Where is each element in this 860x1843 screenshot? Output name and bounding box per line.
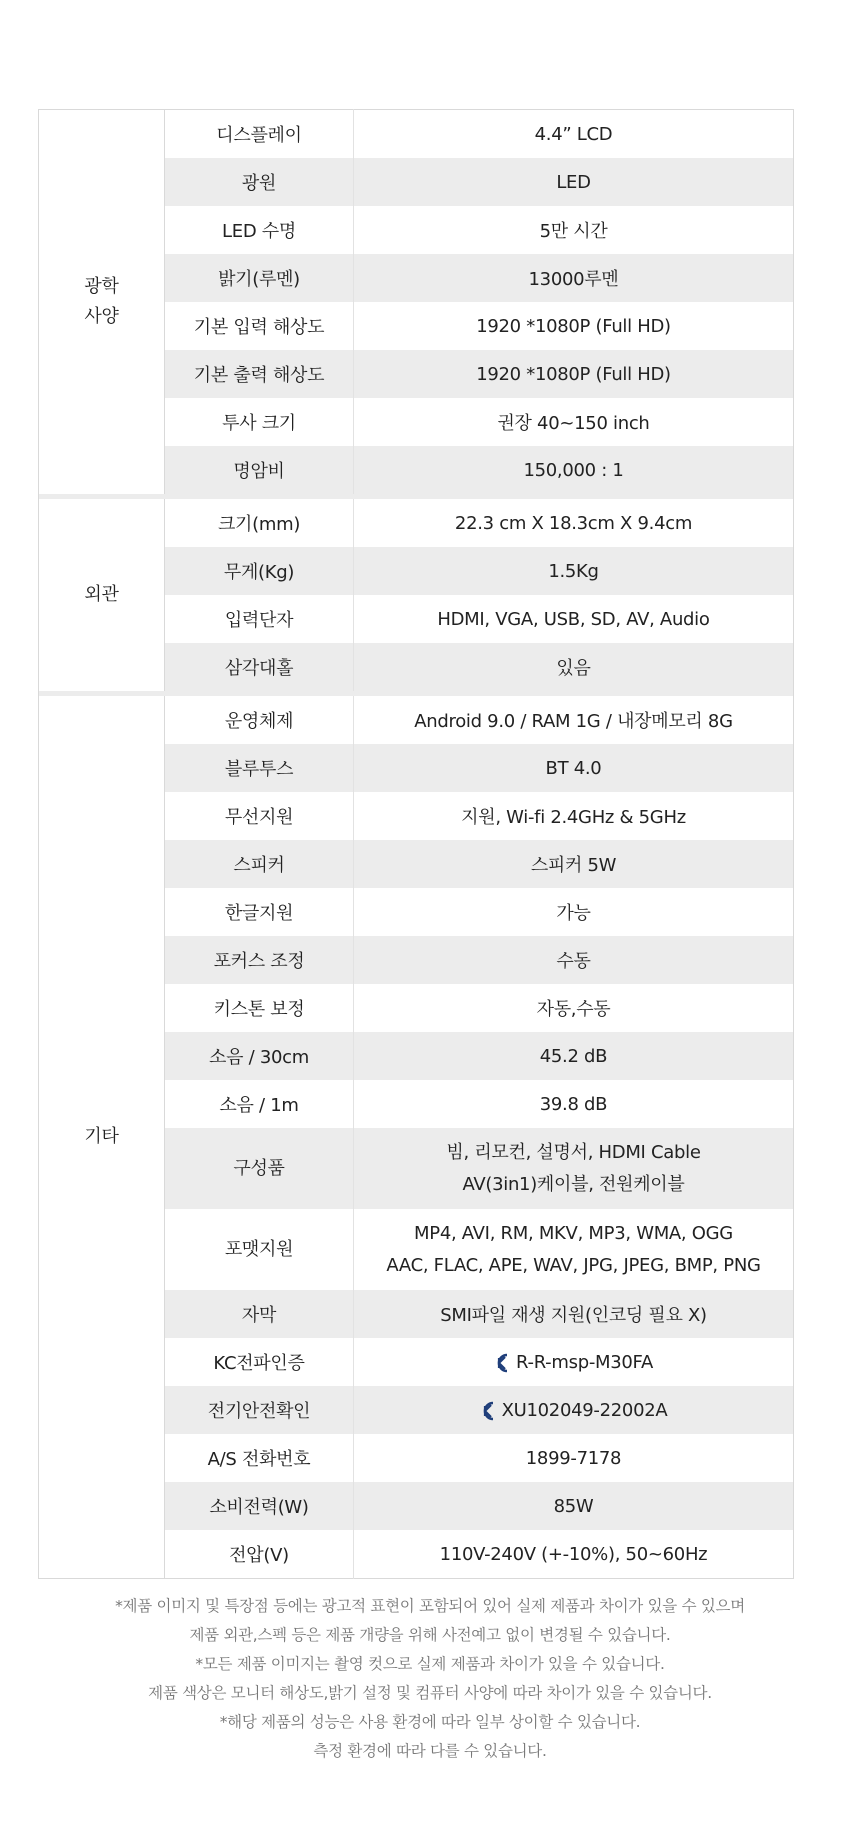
spec-label: 전압(V) bbox=[165, 1530, 354, 1579]
spec-value: SMI파일 재생 지원(인코딩 필요 X) bbox=[440, 1305, 707, 1326]
spec-label: 무선지원 bbox=[165, 792, 354, 840]
spec-value: 39.8 dB bbox=[539, 1093, 608, 1115]
spec-value: 5만 시간 bbox=[539, 221, 608, 242]
spec-value-cell bbox=[354, 1530, 794, 1579]
kc-mark-icon bbox=[480, 1401, 496, 1421]
spec-value: 있음 bbox=[556, 658, 591, 679]
spec-value: XU102049-22002A bbox=[501, 1399, 668, 1421]
spec-label: 명암비 bbox=[165, 446, 354, 494]
spec-value: LED bbox=[556, 171, 591, 193]
spec-value-cell bbox=[354, 1338, 794, 1386]
spec-value-line2: AV(3in1)케이블, 전원케이블 bbox=[462, 1173, 685, 1195]
spec-value-cell bbox=[354, 1032, 794, 1080]
spec-label: LED 수명 bbox=[165, 206, 354, 254]
spec-value: HDMI, VGA, USB, SD, AV, Audio bbox=[437, 608, 710, 630]
spec-value-cell bbox=[354, 1290, 794, 1338]
spec-value-cell bbox=[354, 840, 794, 888]
spec-row bbox=[39, 499, 794, 547]
spec-value-cell bbox=[354, 158, 794, 206]
spec-label: 스피커 bbox=[165, 840, 354, 888]
disclaimer-line: 측정 환경에 따라 다를 수 있습니다. bbox=[313, 1742, 547, 1760]
spec-value-cell bbox=[354, 1434, 794, 1482]
spec-value-line2: AAC, FLAC, APE, WAV, JPG, JPEG, BMP, PNG bbox=[386, 1254, 761, 1276]
spec-value: BT 4.0 bbox=[545, 757, 602, 779]
spec-label: 한글지원 bbox=[165, 888, 354, 936]
spec-row bbox=[39, 696, 794, 744]
spec-value-cell bbox=[354, 446, 794, 494]
spec-value-cell bbox=[354, 744, 794, 792]
spec-value-cell bbox=[354, 1386, 794, 1434]
spec-label: 포맷지원 bbox=[165, 1209, 354, 1290]
spec-label: 운영체제 bbox=[165, 696, 354, 744]
spec-label: 전기안전확인 bbox=[165, 1386, 354, 1434]
disclaimer-line: *모든 제품 이미지는 촬영 컷으로 실제 제품과 차이가 있을 수 있습니다. bbox=[195, 1655, 665, 1673]
spec-label: 광원 bbox=[165, 158, 354, 206]
spec-value: 스피커 5W bbox=[530, 855, 617, 876]
spec-value-cell bbox=[354, 206, 794, 254]
spec-label: 투사 크기 bbox=[165, 398, 354, 446]
spec-value: 수동 bbox=[556, 951, 591, 972]
spec-value: 45.2 dB bbox=[539, 1045, 608, 1067]
spec-value-cell bbox=[354, 499, 794, 547]
spec-value-cell bbox=[354, 350, 794, 398]
spec-value-cell bbox=[354, 1080, 794, 1128]
spec-value: 가능 bbox=[556, 903, 591, 924]
spec-label: 크기(mm) bbox=[165, 499, 354, 547]
spec-value-cell bbox=[354, 984, 794, 1032]
spec-value-cell bbox=[354, 398, 794, 446]
spec-value: 22.3 cm X 18.3cm X 9.4cm bbox=[454, 512, 693, 534]
spec-value: 자동,수동 bbox=[536, 999, 611, 1020]
spec-value: 권장 40~150 inch bbox=[497, 413, 650, 434]
spec-value-cell bbox=[354, 110, 794, 159]
spec-label: 블루투스 bbox=[165, 744, 354, 792]
spec-label: 기본 출력 해상도 bbox=[165, 350, 354, 398]
spec-value: 150,000 : 1 bbox=[523, 459, 624, 481]
spec-value: MP4, AVI, RM, MKV, MP3, WMA, OGG bbox=[414, 1222, 733, 1244]
disclaimer-line: 제품 색상은 모니터 해상도,밝기 설정 및 컴퓨터 사양에 따라 차이가 있을 수 있습니다. bbox=[148, 1684, 712, 1702]
spec-value-cell bbox=[354, 936, 794, 984]
spec-value: 지원, Wi-fi 2.4GHz & 5GHz bbox=[461, 807, 686, 828]
spec-value-cell bbox=[354, 696, 794, 744]
spec-label: 소음 / 1m bbox=[165, 1080, 354, 1128]
spec-label: 밝기(루멘) bbox=[165, 254, 354, 302]
kc-mark-icon bbox=[494, 1353, 510, 1373]
spec-label: 자막 bbox=[165, 1290, 354, 1338]
spec-label: 무게(Kg) bbox=[165, 547, 354, 595]
spec-value-cell bbox=[354, 1482, 794, 1530]
spec-label: 포커스 조정 bbox=[165, 936, 354, 984]
spec-value-cell bbox=[354, 643, 794, 691]
spec-value: R-R-msp-M30FA bbox=[516, 1351, 653, 1373]
spec-label: 삼각대홀 bbox=[165, 643, 354, 691]
spec-label: 디스플레이 bbox=[165, 110, 354, 159]
spec-group-label: 기타 bbox=[39, 696, 165, 1579]
spec-value: 4.4” LCD bbox=[534, 123, 613, 145]
spec-label: 기본 입력 해상도 bbox=[165, 302, 354, 350]
spec-value-cell bbox=[354, 302, 794, 350]
spec-group-label: 외관 bbox=[39, 499, 165, 691]
spec-label: A/S 전화번호 bbox=[165, 1434, 354, 1482]
disclaimer-line: *제품 이미지 및 특장점 등에는 광고적 표현이 포함되어 있어 실제 제품과 차이가 있을 수 있으며 bbox=[115, 1597, 745, 1615]
spec-value-cell bbox=[354, 254, 794, 302]
spec-value: 85W bbox=[553, 1495, 594, 1517]
spec-value: 1920 *1080P (Full HD) bbox=[476, 315, 671, 337]
spec-row bbox=[39, 110, 794, 159]
spec-table-container bbox=[38, 109, 793, 1579]
disclaimer-notes bbox=[0, 1592, 860, 1766]
spec-value: 1.5Kg bbox=[548, 560, 599, 582]
spec-group-label: 광학 사양 bbox=[39, 110, 165, 495]
spec-value: 빔, 리모컨, 설명서, HDMI Cable bbox=[446, 1141, 701, 1163]
spec-value-cell bbox=[354, 792, 794, 840]
disclaimer-line: 제품 외관,스펙 등은 제품 개량을 위해 사전예고 없이 변경될 수 있습니다. bbox=[189, 1626, 671, 1644]
spec-value: 1899-7178 bbox=[525, 1447, 622, 1469]
spec-label: 소음 / 30cm bbox=[165, 1032, 354, 1080]
disclaimer-line: *해당 제품의 성능은 사용 환경에 따라 일부 상이할 수 있습니다. bbox=[219, 1713, 641, 1731]
spec-value: 1920 *1080P (Full HD) bbox=[476, 363, 671, 385]
spec-value-cell bbox=[354, 888, 794, 936]
spec-label: 키스톤 보정 bbox=[165, 984, 354, 1032]
spec-label: 구성품 bbox=[165, 1128, 354, 1209]
spec-table bbox=[38, 109, 794, 1579]
spec-value-cell bbox=[354, 1128, 794, 1209]
spec-value: Android 9.0 / RAM 1G / 내장메모리 8G bbox=[414, 711, 733, 732]
spec-value-cell bbox=[354, 1209, 794, 1290]
spec-value-cell bbox=[354, 595, 794, 643]
spec-label: 입력단자 bbox=[165, 595, 354, 643]
spec-value: 13000루멘 bbox=[528, 269, 619, 290]
spec-value-cell bbox=[354, 547, 794, 595]
spec-label: KC전파인증 bbox=[165, 1338, 354, 1386]
spec-value: 110V-240V (+-10%), 50~60Hz bbox=[439, 1543, 708, 1565]
spec-label: 소비전력(W) bbox=[165, 1482, 354, 1530]
